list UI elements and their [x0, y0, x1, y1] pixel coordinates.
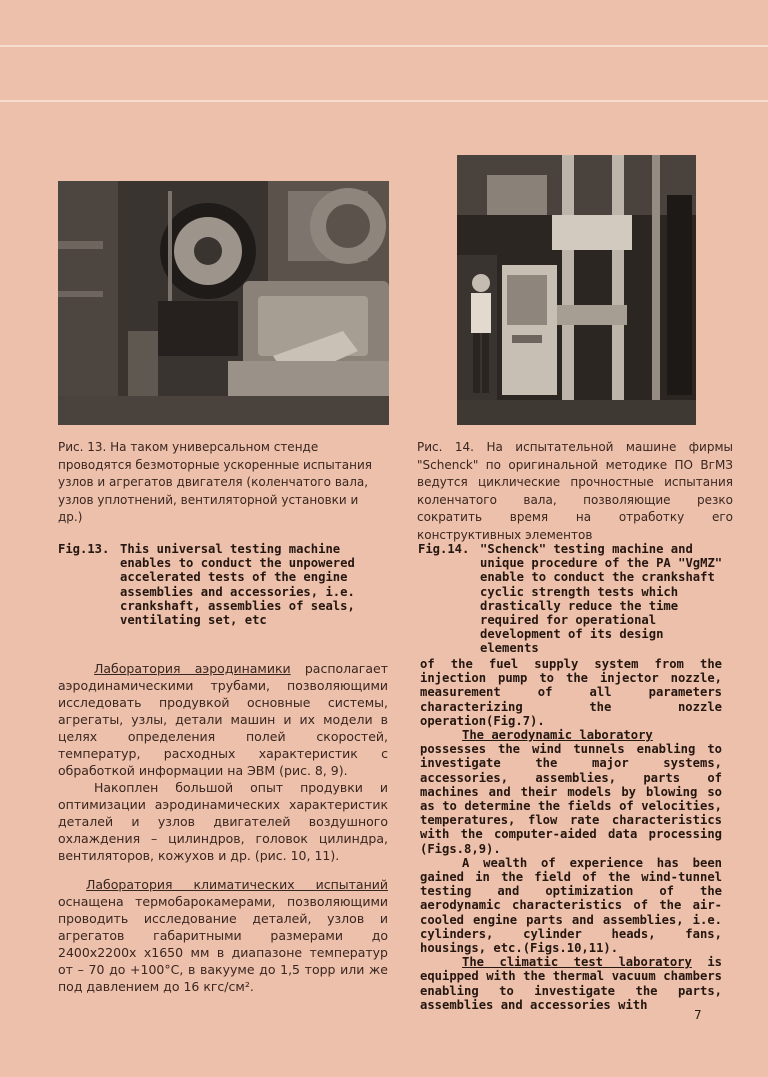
fig13-caption-ru: Рис. 13. На таком универсальном стенде проводятся безмоторные ускоренные испытания узлов и агрегатов двигателя (коленчатого вала, узлов уплотнений, вентиляторной установки и др.) [58, 440, 372, 524]
right-column-en [420, 657, 722, 1012]
climatic-paragraph-en: The climatic test laboratory is equipped with the thermal vacuum chambers enabling to investigate the parts, assemblies and accessories with [420, 955, 723, 1012]
aerodynamics-heading-ru: Лаборатория аэродинамики [94, 661, 291, 676]
climatic-heading-ru: Лаборатория климатических испытаний [86, 877, 388, 892]
aerodynamics-paragraph-en: possesses the wind tunnels enabling to investigate the major systems, accessories, assemblies, parts of machines and their models by blowing so as to determine the fields of velocities, temperatures, flow rate characteristics with the computer-aided data processing (Figs.8,9). [420, 742, 722, 856]
page-number: 7 [694, 1008, 702, 1022]
aerodynamics-experience-ru: Накоплен большой опыт продувки и оптимизации аэродинамических характеристик деталей и узлов двигателей воздушного охлаждения – цилиндров, головок цилиндра, вентиляторов, кожухов и др. (рис. 10, 11). [58, 780, 388, 863]
fig13-caption-text: This universal testing machine enables to conduct the unpowered accelerated tests of the engine assemblies and accessories, i.e. crankshaft, assemblies of seals, ventilating set, etc [120, 542, 355, 628]
fig14-caption-ru: Рис. 14. На испытательной машине фирмы "Schenck" по оригинальной методике ПО ВгМЗ ведутся циклические прочностные испытания коленчатого вала, позволяющие резко сократить время на отработку его конструктивных элементов [417, 440, 733, 542]
fig14-photo [457, 155, 696, 425]
aerodynamics-experience-en: A wealth of experience has been gained in the field of the wind-tunnel testing and optimization of the aerodynamic characteristics of the air-cooled engine parts and assemblies, i.e. cylinders, cylinder heads, fans, housings, etc.(Figs.10,11). [420, 855, 722, 956]
climatic-heading-en: The climatic test laboratory [462, 955, 692, 970]
fig13-caption-label: Fig.13. [58, 542, 110, 556]
paper-fold-line [0, 100, 768, 102]
fuel-system-paragraph: of the fuel supply system from the injection pump to the injector nozzle, measurement of all parameters characterizing the nozzle operation(Fig.7). [420, 657, 722, 728]
aerodynamics-heading-en: The aerodynamic laboratory [462, 728, 653, 743]
paper-fold-line [0, 45, 768, 47]
left-column-ru [58, 660, 388, 995]
aerodynamics-paragraph-ru: Лаборатория аэродинамики располагает аэродинамическими трубами, позволяющими исследовать продувкой основные системы, агрегаты, узлы, детали машин и их модели в целях определения полей скоростей, температур, расходных характеристик с обработкой информации на ЭВМ (рис. 8, 9). [58, 661, 388, 778]
fig13-photo [58, 181, 389, 425]
fig14-caption-text: "Schenck" testing machine and unique procedure of the PA "VgMZ" enable to conduct the crankshaft cyclic strength tests which drastically reduce the time required for operational development of its design elements [480, 542, 723, 656]
fig13-caption-en [58, 542, 358, 627]
fig14-caption-label: Fig.14. [418, 542, 470, 556]
climatic-paragraph-ru: Лаборатория климатических испытаний оснащена термобарокамерами, позволяющими проводить исследование деталей, узлов и агрегатов габаритными размерами до 2400х2200х х1650 мм в диапазоне температур от – 70 до +100°С, в вакууме до 1,5 торр или же под давлением до 16 кгс/см². [58, 877, 388, 994]
aerodynamics-heading-en-line [420, 728, 722, 742]
fig14-caption-en [418, 542, 724, 656]
